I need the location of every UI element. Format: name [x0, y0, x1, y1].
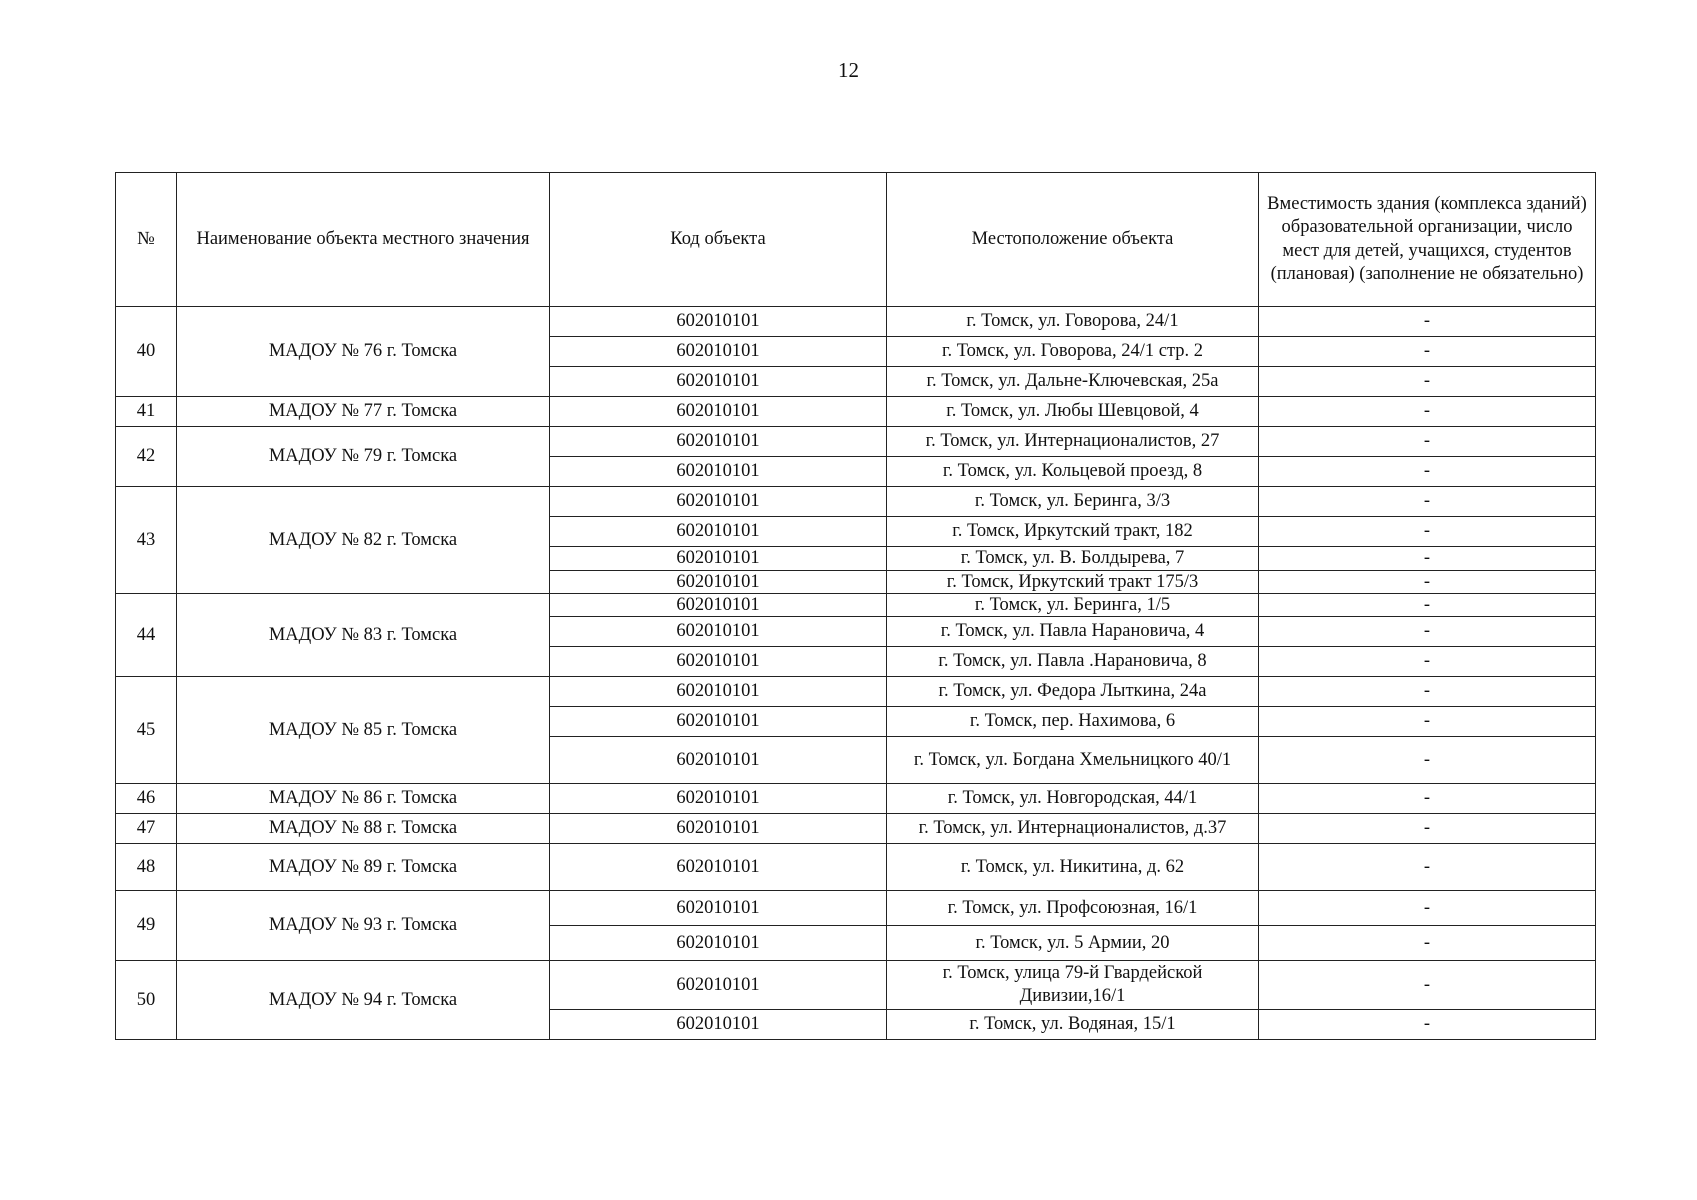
row-number: 46	[116, 784, 177, 814]
object-code: 602010101	[550, 487, 887, 517]
table-body	[116, 307, 1596, 1040]
object-location: г. Томск, ул. Говорова, 24/1	[887, 307, 1259, 337]
object-name: МАДОУ № 86 г. Томска	[177, 784, 550, 814]
object-location: г. Томск, ул. Беринга, 3/3	[887, 487, 1259, 517]
object-code: 602010101	[550, 707, 887, 737]
object-capacity: -	[1259, 487, 1596, 517]
object-code: 602010101	[550, 784, 887, 814]
object-code: 602010101	[550, 1010, 887, 1040]
object-capacity: -	[1259, 617, 1596, 647]
object-location: г. Томск, ул. Интернационалистов, 27	[887, 427, 1259, 457]
header-object-name: Наименование объекта местного значения	[177, 173, 550, 307]
object-location: г. Томск, ул. Никитина, д. 62	[887, 844, 1259, 891]
object-name: МАДОУ № 85 г. Томска	[177, 677, 550, 784]
object-capacity: -	[1259, 367, 1596, 397]
table-row	[116, 844, 1596, 891]
object-capacity: -	[1259, 307, 1596, 337]
object-location: г. Томск, ул. 5 Армии, 20	[887, 926, 1259, 961]
row-number: 48	[116, 844, 177, 891]
object-code: 602010101	[550, 547, 887, 571]
object-code: 602010101	[550, 571, 887, 594]
object-location: г. Томск, ул. Федора Лыткина, 24а	[887, 677, 1259, 707]
header-object-code: Код объекта	[550, 173, 887, 307]
object-capacity: -	[1259, 961, 1596, 1010]
objects-table	[115, 172, 1596, 1040]
object-capacity: -	[1259, 891, 1596, 926]
object-capacity: -	[1259, 594, 1596, 617]
object-name: МАДОУ № 88 г. Томска	[177, 814, 550, 844]
row-number: 49	[116, 891, 177, 961]
object-location: г. Томск, Иркутский тракт 175/3	[887, 571, 1259, 594]
row-number: 40	[116, 307, 177, 397]
object-code: 602010101	[550, 307, 887, 337]
object-location: г. Томск, ул. Профсоюзная, 16/1	[887, 891, 1259, 926]
object-capacity: -	[1259, 707, 1596, 737]
object-capacity: -	[1259, 427, 1596, 457]
object-location: г. Томск, ул. Новгородская, 44/1	[887, 784, 1259, 814]
table-row	[116, 397, 1596, 427]
object-code: 602010101	[550, 677, 887, 707]
object-location: г. Томск, ул. Богдана Хмельницкого 40/1	[887, 737, 1259, 784]
table-row	[116, 677, 1596, 707]
object-code: 602010101	[550, 737, 887, 784]
row-number: 50	[116, 961, 177, 1040]
header-capacity: Вместимость здания (комплекса зданий) образовательной организации, число мест для детей, учащихся, студентов (плановая) (заполнение не обязательно)	[1259, 173, 1596, 307]
object-code: 602010101	[550, 844, 887, 891]
object-capacity: -	[1259, 844, 1596, 891]
row-number: 44	[116, 594, 177, 677]
object-location: г. Томск, ул. Беринга, 1/5	[887, 594, 1259, 617]
row-number: 45	[116, 677, 177, 784]
object-name: МАДОУ № 89 г. Томска	[177, 844, 550, 891]
table-row	[116, 784, 1596, 814]
header-number: №	[116, 173, 177, 307]
object-name: МАДОУ № 82 г. Томска	[177, 487, 550, 594]
object-name: МАДОУ № 94 г. Томска	[177, 961, 550, 1040]
object-name: МАДОУ № 79 г. Томска	[177, 427, 550, 487]
object-capacity: -	[1259, 337, 1596, 367]
object-code: 602010101	[550, 367, 887, 397]
object-code: 602010101	[550, 891, 887, 926]
object-capacity: -	[1259, 677, 1596, 707]
object-capacity: -	[1259, 784, 1596, 814]
object-capacity: -	[1259, 517, 1596, 547]
object-location: г. Томск, ул. Любы Шевцовой, 4	[887, 397, 1259, 427]
object-location: г. Томск, ул. Говорова, 24/1 стр. 2	[887, 337, 1259, 367]
object-code: 602010101	[550, 397, 887, 427]
table-row	[116, 594, 1596, 617]
table-row	[116, 487, 1596, 517]
row-number: 47	[116, 814, 177, 844]
header-row	[116, 173, 1596, 307]
object-code: 602010101	[550, 594, 887, 617]
table-row	[116, 427, 1596, 457]
table-header	[116, 173, 1596, 307]
header-object-location: Местоположение объекта	[887, 173, 1259, 307]
object-capacity: -	[1259, 737, 1596, 784]
row-number: 42	[116, 427, 177, 487]
object-code: 602010101	[550, 926, 887, 961]
object-location: г. Томск, ул. Кольцевой проезд, 8	[887, 457, 1259, 487]
object-location: г. Томск, ул. Дальне-Ключевская, 25а	[887, 367, 1259, 397]
object-code: 602010101	[550, 517, 887, 547]
object-capacity: -	[1259, 647, 1596, 677]
object-location: г. Томск, ул. Водяная, 15/1	[887, 1010, 1259, 1040]
object-location: г. Томск, ул. В. Болдырева, 7	[887, 547, 1259, 571]
object-name: МАДОУ № 83 г. Томска	[177, 594, 550, 677]
row-number: 41	[116, 397, 177, 427]
object-capacity: -	[1259, 814, 1596, 844]
object-code: 602010101	[550, 617, 887, 647]
table-row	[116, 891, 1596, 926]
object-location: г. Томск, улица 79-й Гвардейской Дивизии,16/1	[887, 961, 1259, 1010]
object-location: г. Томск, ул. Павла Нарановича, 4	[887, 617, 1259, 647]
object-location: г. Томск, пер. Нахимова, 6	[887, 707, 1259, 737]
object-name: МАДОУ № 76 г. Томска	[177, 307, 550, 397]
object-code: 602010101	[550, 961, 887, 1010]
object-code: 602010101	[550, 337, 887, 367]
row-number: 43	[116, 487, 177, 594]
object-capacity: -	[1259, 1010, 1596, 1040]
object-code: 602010101	[550, 647, 887, 677]
object-capacity: -	[1259, 547, 1596, 571]
page-number: 12	[838, 58, 859, 82]
object-location: г. Томск, ул. Интернационалистов, д.37	[887, 814, 1259, 844]
object-location: г. Томск, Иркутский тракт, 182	[887, 517, 1259, 547]
object-name: МАДОУ № 93 г. Томска	[177, 891, 550, 961]
object-capacity: -	[1259, 926, 1596, 961]
object-capacity: -	[1259, 457, 1596, 487]
object-code: 602010101	[550, 427, 887, 457]
object-code: 602010101	[550, 457, 887, 487]
table-row	[116, 307, 1596, 337]
object-location: г. Томск, ул. Павла .Нарановича, 8	[887, 647, 1259, 677]
table-row	[116, 814, 1596, 844]
object-code: 602010101	[550, 814, 887, 844]
object-capacity: -	[1259, 397, 1596, 427]
object-capacity: -	[1259, 571, 1596, 594]
object-name: МАДОУ № 77 г. Томска	[177, 397, 550, 427]
table-row	[116, 961, 1596, 1010]
